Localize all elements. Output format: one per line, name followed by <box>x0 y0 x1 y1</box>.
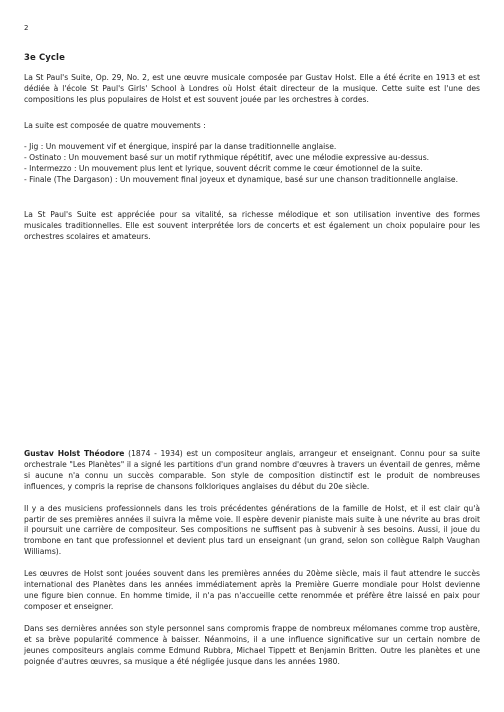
movements-lead <box>24 121 480 132</box>
bio-paragraph-3: Les œuvres de Holst sont jouées souvent dans les premières années du 20ème siècle, mais il faut attendre le succès international des Planètes dans les années immédiatement après la Première Guerre mondiale pour Holst devienne une figure bien connue. En homme timide, il n'a pas n'accueille cette renommée et préfère être laissé en paix pour composer et enseigner. <box>24 569 480 611</box>
bio-paragraph-1 <box>24 449 480 493</box>
composer-name: Gustav Holst Théodore <box>24 449 125 458</box>
bio-paragraph-2: Il y a des musiciens professionnels dans les trois précédentes générations de la famille de Holst, et il est clair qu'à partir de ses premières années il suivra la même voie. Il espère devenir pianiste mais suite à une névrite au bras droit il poursuit une carrière de compositeur. Ses compositions ne suffisent pas à subvenir à ses besoins. Aussi, il joue du trombone en tant que professionnel et devient plus tard un enseignant (un grand, selon son collègue Ralph Vaughan Williams). <box>24 503 480 557</box>
movements-list <box>24 142 480 186</box>
outro-text: La St Paul's Suite est appréciée pour sa vitalité, sa richesse mélodique et son utilisation inventive des formes musicales traditionnelles. Elle est souvent interprétée lors de concerts et est également un choix populaire pour les orchestres scolaires et amateurs. <box>24 210 480 241</box>
bio-paragraph-1-text: (1874 - 1934) est un compositeur anglais, arrangeur et enseignant. Connu pour sa suite orchestrale "Les Planètes" il a signé les partitions d'un grand nombre d'œuvres à travers un éventail de genres, même si aucune n'a connu un succès comparable. Son style de composition distinctif est le produit de nombreuses influences, y compris la reprise de chansons folkloriques anglaises du début du 20e siècle. <box>24 449 480 491</box>
intro-text: La St Paul's Suite, Op. 29, No. 2, est une œuvre musicale composée par Gustav Holst. Elle a été écrite en 1913 et est dédiée à l'école St Paul's Girls' School à Londres où Holst était directeur de la musique. Cette suite est l'une des compositions les plus populaires de Holst et est souvent jouée par les orchestres à cordes. <box>24 73 480 104</box>
movement-item-finale: - Finale (The Dargason) : Un mouvement final joyeux et dynamique, basé sur une chanson traditionnelle anglaise. <box>24 174 458 184</box>
movement-item-jig: - Jig : Un mouvement vif et énergique, inspiré par la danse traditionnelle anglaise. <box>24 142 337 151</box>
movement-item-ostinato: - Ostinato : Un mouvement basé sur un motif rythmique répétitif, avec une mélodie expressive au-dessus. <box>24 152 430 162</box>
intro-paragraph <box>24 73 480 106</box>
outro-paragraph <box>24 210 480 243</box>
movements-lead-text: La suite est composée de quatre mouvements : <box>24 121 206 130</box>
bio-paragraph-4: Dans ses dernières années son style personnel sans compromis frappe de nombreux mélomanes comme trop austère, et sa brève popularité commence à baisser. Néanmoins, il a une influence significative sur un certain nombre de jeunes compositeurs anglais comme Edmund Rubbra, Michael Tippett et Benjamin Britten. Outre les planètes et une poignée d'autres œuvres, sa musique a été négligée jusque dans les années 1980. <box>24 623 480 666</box>
composer-biography <box>24 449 480 678</box>
page-number: 2 <box>24 24 29 32</box>
section-title: 3e Cycle <box>24 53 65 63</box>
movement-item-intermezzo: - Intermezzo : Un mouvement plus lent et lyrique, souvent décrit comme le cœur émotionnel de la suite. <box>24 163 423 173</box>
